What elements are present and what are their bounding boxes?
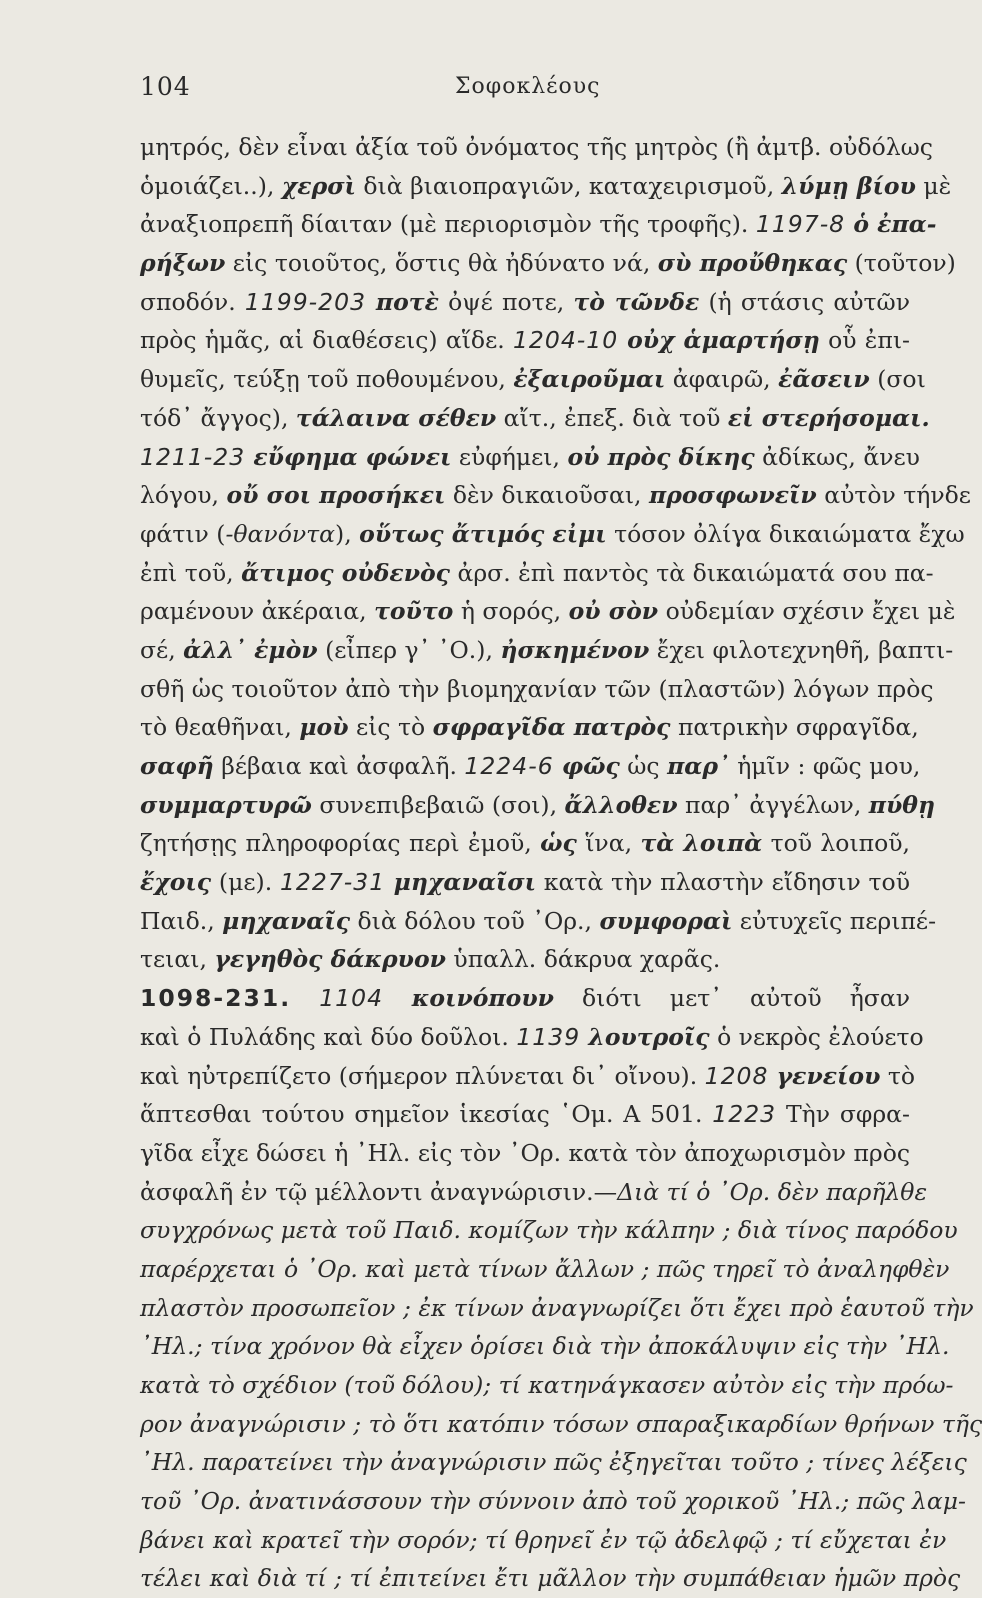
text-run: εὐτυχεῖς περιπέ- <box>732 906 937 935</box>
text-run: ἀρσ. ἐπὶ παντὸς τὰ δικαιώματά σου πα- <box>450 558 934 587</box>
text-line <box>140 670 934 709</box>
text-line <box>140 747 921 786</box>
text-line <box>140 1405 982 1444</box>
lemma: συμφοραὶ <box>599 906 733 935</box>
text-run: τὸ θεαθῆναι, <box>140 713 300 742</box>
text-run: (εἶπερ γ᾽ ᾿Ο.), <box>317 635 501 664</box>
line-reference: 1227-31 <box>279 868 386 897</box>
text-run: οὗ ἐπι- <box>819 326 910 355</box>
lemma: ἐξαιροῦμαι <box>513 365 666 394</box>
text-line <box>140 1443 967 1482</box>
lemma: τὸ τῶνδε <box>573 287 700 316</box>
text-line <box>140 592 956 631</box>
text-run: αἴτ., ἐπεξ. διὰ τοῦ <box>496 403 728 432</box>
lemma: ἠσκημένον <box>500 635 650 664</box>
text-run: σέ, <box>140 635 184 664</box>
section-reference: 1098-231. <box>140 984 292 1013</box>
text-line <box>140 786 936 825</box>
text-line <box>140 1521 947 1560</box>
text-line <box>140 824 910 863</box>
text-line <box>140 515 965 554</box>
lemma: λουτροῖς <box>580 1022 710 1051</box>
text-run: ἵνα, <box>576 829 641 858</box>
text-run: ἔχει φιλοτεχνηθῆ, βαπτι- <box>649 635 954 664</box>
text-run: ὁ νεκρὸς ἐλούετο <box>709 1022 924 1051</box>
lemma: τοῦτο <box>374 597 454 626</box>
lemma: μοὺ <box>299 713 349 742</box>
lemma: ἄλλοθεν <box>564 790 678 819</box>
text-line <box>140 476 971 515</box>
italic-text: -θανόντα <box>225 519 336 548</box>
text-line <box>140 283 910 322</box>
commentary-text <box>140 128 982 1598</box>
text-line <box>140 1366 954 1405</box>
text-run: ὑπαλλ. δάκρυα χαρᾶς. <box>445 945 721 974</box>
line-reference: 1204-10 <box>512 326 619 355</box>
text-run: (σοι <box>869 365 926 394</box>
running-title: Σοφοκλέους <box>455 74 601 99</box>
text-run: Παιδ., <box>140 906 223 935</box>
lemma: λύμῃ βίου <box>781 171 916 200</box>
lemma: φῶς <box>553 752 620 780</box>
text-run: ἀφαιρῶ, <box>665 365 779 394</box>
text-run: ἐπὶ τοῦ, <box>140 558 242 587</box>
text-run: δὲν δικαιοῦσαι, <box>445 481 649 510</box>
text-line <box>140 1095 910 1134</box>
text-line <box>140 167 952 206</box>
italic-text: Διὰ τί ὁ ᾿Ορ. δὲν παρῆλθε <box>617 1177 928 1206</box>
text-run: Τὴν σφρα- <box>776 1100 910 1129</box>
text-line <box>140 1559 961 1598</box>
lemma: κοινόπουν <box>383 984 554 1013</box>
text-run: ὡς <box>619 752 668 780</box>
text-line <box>140 1173 928 1212</box>
page-header <box>140 72 910 112</box>
lemma: οὕτως ἄτιμός εἰμι <box>359 519 607 548</box>
line-reference: 1208 <box>704 1061 769 1090</box>
text-line <box>140 321 910 360</box>
text-line <box>140 554 934 593</box>
lemma: ὡς <box>540 829 577 858</box>
text-run: ), <box>335 519 360 548</box>
lemma: οὐ σὸν <box>568 597 659 626</box>
text-run: εἰς τὸ <box>348 713 433 742</box>
line-reference: 1211-23 <box>140 442 246 471</box>
lemma: ἀλλ᾽ ἐμὸν <box>183 635 318 664</box>
text-run: (τοῦτον) <box>847 249 956 278</box>
text-run: βέβαια καὶ ἀσφαλῆ. <box>213 752 465 780</box>
lemma: οὐ πρὸς δίκης <box>567 442 755 471</box>
text-line <box>140 940 910 979</box>
text-run: πρὸς ἡμᾶς, αἱ διαθέσεις) αἵδε. <box>140 326 513 355</box>
text-line <box>140 863 910 902</box>
text-run: καὶ ηὐτρεπίζετο (σήμερον πλύνεται δι᾽ οἴνου). <box>140 1061 705 1090</box>
italic-text: τέλει καὶ διὰ τί ; τί ἐπιτείνει ἔτι μᾶλλον τὴν συμπάθειαν ἡμῶν πρὸς <box>140 1564 961 1593</box>
lemma: ἄτιμος οὐδενὸς <box>241 558 450 587</box>
text-run: μητρός, δὲν εἶναι ἀξία τοῦ ὀνόματος τῆς μητρὸς (ἢ ἀμτβ. οὐδόλως <box>140 133 933 161</box>
page-number: 104 <box>140 72 191 101</box>
text-run: φάτιν ( <box>140 519 226 548</box>
text-run: ἀδίκως, ἄνευ <box>754 442 920 471</box>
lemma: τάλαινα σέθεν <box>295 403 497 432</box>
italic-text: κατὰ τὸ σχέδιον (τοῦ δόλου); τί κατηνάγκασεν αὐτὸν εἰς τὴν πρόω- <box>140 1371 954 1399</box>
text-line <box>140 399 930 438</box>
text-run: τοῦ λοιποῦ, <box>762 829 911 858</box>
text-run: (με). <box>211 868 280 897</box>
text-run: ὀψέ ποτε, <box>438 287 574 316</box>
text-run: ἀσφαλῆ ἐν τῷ μέλλοντι ἀναγνώρισιν.— <box>140 1177 618 1206</box>
italic-text: πλαστὸν προσωπεῖον ; ἐκ τίνων ἀναγνωρίζει ὅτι ἔχει πρὸ ἑαυτοῦ τὴν <box>140 1293 974 1322</box>
line-reference: 1197-8 <box>755 210 846 239</box>
text-line <box>140 128 933 167</box>
lemma: γεγηθὸς δάκρυον <box>214 945 446 974</box>
text-line <box>140 1482 966 1521</box>
line-reference: 1224-6 <box>464 752 554 780</box>
text-line <box>140 1057 916 1096</box>
text-run: ζητήσῃς πληροφορίας περὶ ἐμοῦ, <box>140 829 541 858</box>
text-run: θυμεῖς, τεύξῃ τοῦ ποθουμένου, <box>140 365 514 394</box>
text-line <box>140 438 920 477</box>
text-run: ἀναξιοπρεπῆ δίαιταν (μὲ περιορισμὸν τῆς τροφῆς). <box>140 210 756 239</box>
lemma: μηχαναῖσι <box>385 868 536 897</box>
text-line <box>140 360 926 399</box>
text-line <box>140 902 937 941</box>
text-run: εἰς τοιοῦτος, ὅστις θὰ ἠδύνατο νά, <box>225 249 658 278</box>
italic-text: ᾿Ηλ. παρατείνει τὴν ἀναγνώρισιν πῶς ἐξηγεῖται τοῦτο ; τίνες λέξεις <box>140 1448 967 1477</box>
text-run: ἅπτεσθαι τούτου σημεῖον ἱκεσίας ῾Ομ. Α 501. <box>140 1100 713 1129</box>
line-reference: 1199-203 <box>244 287 367 316</box>
text-run: μὲ <box>915 171 952 200</box>
lemma: ὁ ἐπα- <box>845 210 937 239</box>
text-run: διότι μετ᾽ αὐτοῦ ἦσαν <box>553 984 910 1013</box>
lemma: εἰ στερήσομαι. <box>727 403 930 432</box>
italic-text: βάνει καὶ κρατεῖ τὴν σορόν; τί θρηνεῖ ἐν τῷ ἀδελφῷ ; τί εὔχεται ἐν <box>140 1525 947 1554</box>
lemma: σαφῆ <box>140 752 214 780</box>
text-run: λόγου, <box>140 481 227 510</box>
text-line <box>140 708 919 747</box>
text-line <box>140 244 956 283</box>
text-run: τὸ <box>880 1061 916 1090</box>
italic-text: ᾿Ηλ.; τίνα χρόνον θὰ εἶχεν ὁρίσει διὰ τὴν ἀποκάλυψιν εἰς τὴν ᾿Ηλ. <box>140 1332 950 1361</box>
text-run: (ἡ στάσις αὐτῶν <box>699 287 911 316</box>
text-run: τόδ᾽ ἄγγος), <box>140 403 296 432</box>
text-run: διὰ δόλου τοῦ ᾿Ορ., <box>350 906 600 935</box>
text-line <box>140 1018 924 1057</box>
text-run: γῖδα εἶχε δώσει ἡ ᾿Ηλ. εἰς τὸν ᾿Ορ. κατὰ τὸν ἀποχωρισμὸν πρὸς <box>140 1138 911 1167</box>
text-run: ἡμῖν : φῶς μου, <box>729 752 921 780</box>
text-run: εὐφήμει, <box>451 442 568 471</box>
text-run: σθῆ ὡς τοιοῦτον ἀπὸ τὴν βιομηχανίαν τῶν (πλαστῶν) λόγων πρὸς <box>140 674 934 703</box>
text-run <box>291 984 319 1012</box>
text-line <box>140 1250 950 1289</box>
text-run: τειαι, <box>140 945 215 974</box>
lemma: τὰ λοιπὰ <box>640 829 763 858</box>
lemma: μηχαναῖς <box>222 906 351 935</box>
text-line <box>140 979 910 1018</box>
text-line <box>140 1211 958 1250</box>
italic-text: ρον ἀναγνώρισιν ; τὸ ὅτι κατόπιν τόσων σπαραξικαρδίων θρήνων τῆς <box>140 1409 982 1438</box>
text-line <box>140 1134 910 1173</box>
lemma: ποτὲ <box>366 287 439 316</box>
text-run: καὶ ὁ Πυλάδης καὶ δύο δοῦλοι. <box>140 1022 517 1051</box>
lemma: πύθῃ <box>868 790 936 819</box>
lemma: οὔ σοι προσήκει <box>226 481 446 510</box>
italic-text: συγχρόνως μετὰ τοῦ Παιδ. κομίζων τὴν κάλπην ; διὰ τίνος παρόδου <box>140 1216 958 1245</box>
text-run: τόσον ὀλίγα δικαιώματα ἔχω <box>606 519 965 548</box>
lemma: χερσὶ <box>281 171 356 200</box>
text-run: σποδόν. <box>140 287 245 316</box>
italic-text: τοῦ ᾿Ορ. ἀνατινάσσουν τὴν σύννοιν ἀπὸ τοῦ χορικοῦ ᾿Ηλ.; πῶς λαμ- <box>140 1487 966 1516</box>
text-run: ἡ σορός, <box>453 597 569 626</box>
text-run: παρ᾽ ἀγγέλων, <box>677 790 869 819</box>
text-line <box>140 1289 974 1328</box>
text-line <box>140 631 954 670</box>
text-run: ραμένουν ἀκέραια, <box>140 597 375 626</box>
text-run: πατρικὴν σφραγῖδα, <box>670 713 919 742</box>
lemma: γενείου <box>768 1061 881 1090</box>
lemma: σὺ προὔθηκας <box>657 249 848 278</box>
line-reference: 1223 <box>712 1100 777 1129</box>
lemma: συμμαρτυρῶ <box>140 790 312 819</box>
lemma: ἐᾶσειν <box>778 365 870 394</box>
text-run: ὁμοιάζει..), <box>140 171 282 200</box>
text-line <box>140 1327 950 1366</box>
text-run: διὰ βιαιοπραγιῶν, καταχειρισμοῦ, <box>355 171 782 200</box>
lemma: εὔφημα φώνει <box>245 442 452 471</box>
line-reference: 1104 <box>319 984 384 1013</box>
italic-text: παρέρχεται ὁ ᾿Ορ. καὶ μετὰ τίνων ἄλλων ; πῶς τηρεῖ τὸ ἀναληφθὲν <box>140 1254 950 1283</box>
text-run: οὐδεμίαν σχέσιν ἔχει μὲ <box>658 597 956 626</box>
text-run: συνεπιβεβαιῶ (σοι), <box>311 790 565 819</box>
text-run: κατὰ τὴν πλαστὴν εἴδησιν τοῦ <box>535 868 910 897</box>
line-reference: 1139 <box>516 1022 581 1051</box>
lemma: σφραγῖδα πατρὸς <box>432 713 671 742</box>
lemma: προσφωνεῖν <box>649 481 817 510</box>
text-line <box>140 205 937 244</box>
lemma: οὐχ ἁμαρτήσῃ <box>618 326 820 355</box>
text-run: αὐτὸν τήνδε <box>816 481 971 510</box>
lemma: ἔχοις <box>140 868 212 897</box>
lemma: ρήξων <box>140 249 226 278</box>
lemma: παρ᾽ <box>667 752 730 780</box>
